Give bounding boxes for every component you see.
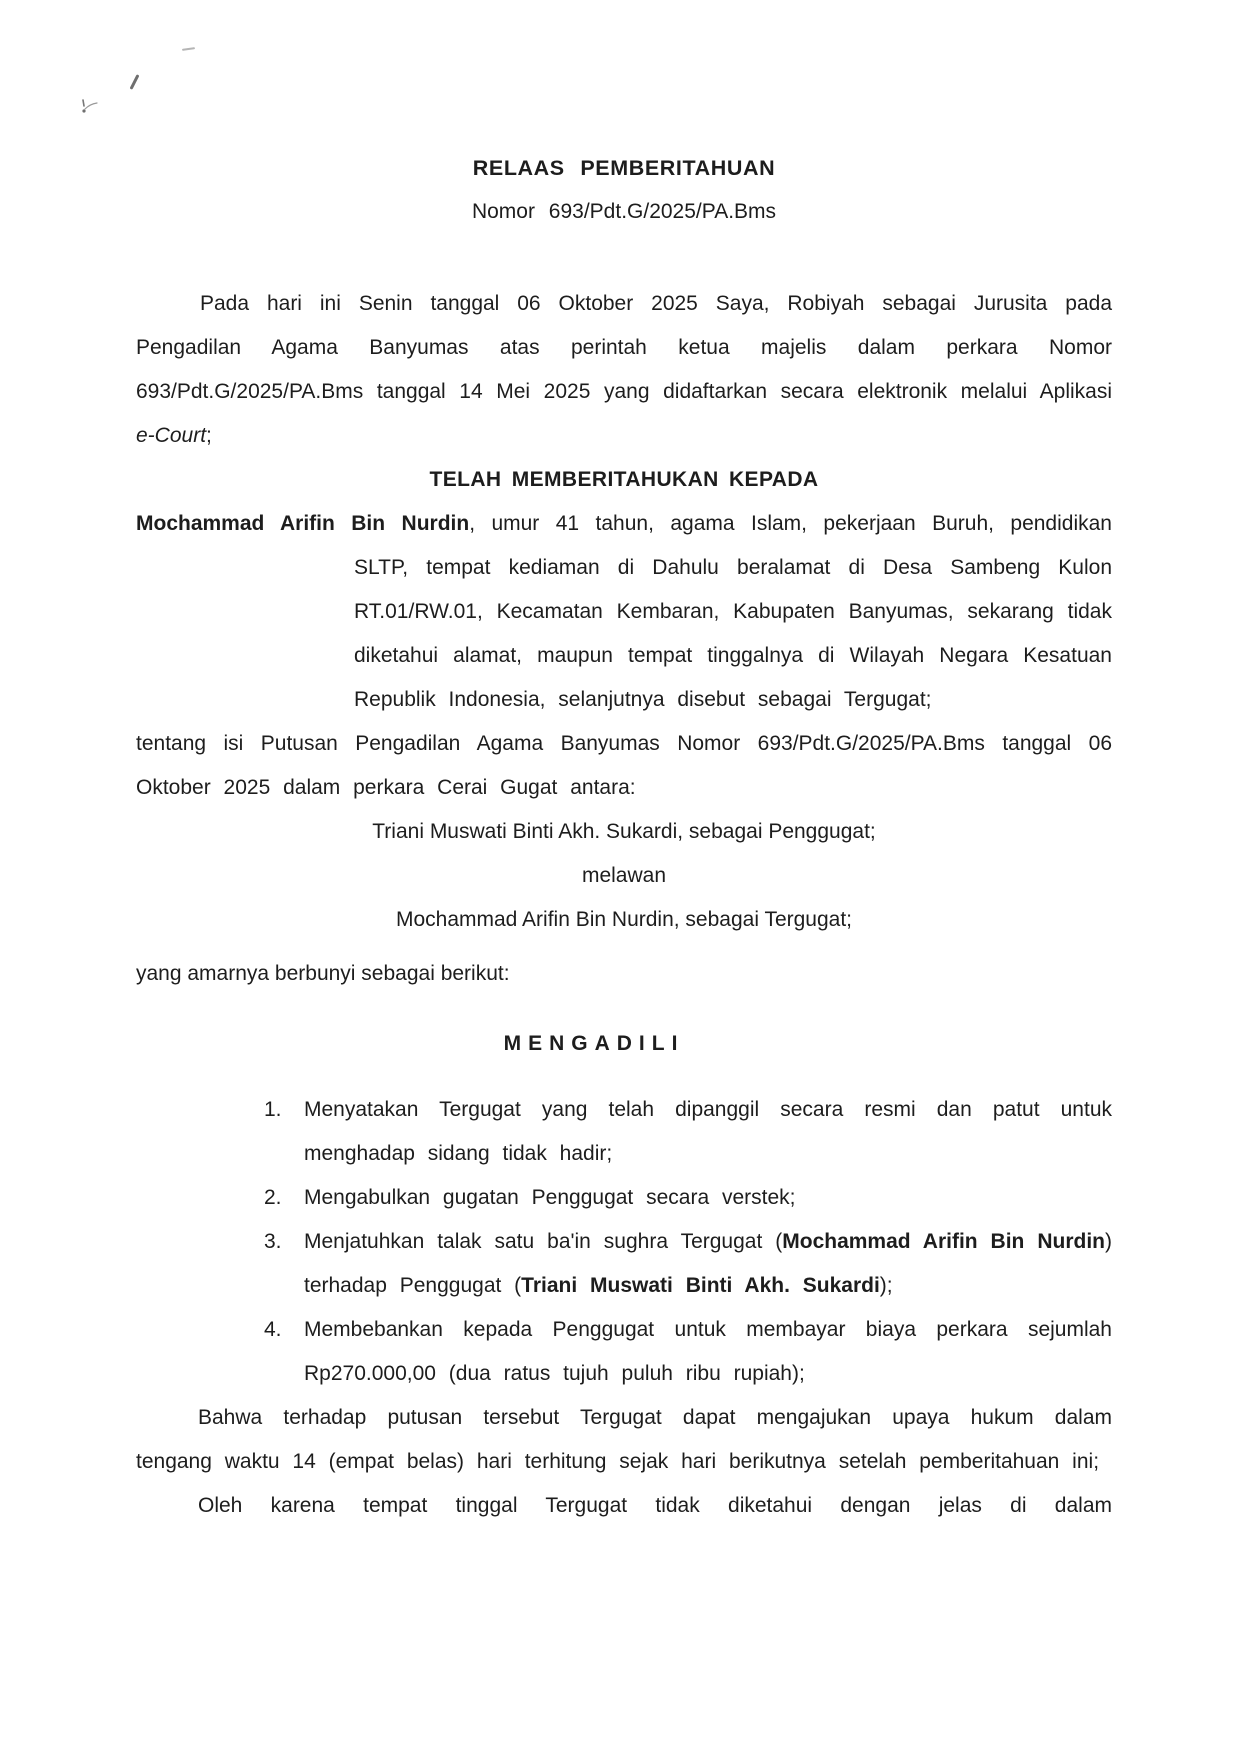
ruling-text: [304, 1308, 1112, 1396]
amar-intro: yang amarnya berbunyi sebagai berikut:: [136, 962, 510, 985]
ruling-segment: ) terhadap Penggugat (: [304, 1230, 1112, 1297]
closing-paragraph-2: Oleh karena tempat tinggal Tergugat tidak diketahui dengan jelas di dalam: [198, 1494, 1112, 1517]
ruling-segment: );: [879, 1274, 893, 1297]
ruling-segment: Menyatakan Tergugat yang telah dipanggil secara resmi dan patut untuk menghadap sidang tidak hadir;: [304, 1098, 1112, 1165]
pen-scribble-icon: [80, 94, 106, 114]
ruling-segment: Membebankan kepada Penggugat untuk membayar biaya perkara sejumlah Rp270.000,00 (dua ratus tujuh puluh ribu rupiah);: [304, 1318, 1112, 1385]
opening-paragraph: [136, 282, 1112, 458]
ruling-segment-bold: Triani Muswati Binti Akh. Sukardi: [521, 1274, 880, 1297]
pen-mark-icon: [130, 74, 140, 90]
document-body: [136, 146, 1112, 1528]
ruling-segment: Menjatuhkan talak satu ba'in sughra Tergugat (: [304, 1230, 783, 1253]
ruling-item: [264, 1220, 1112, 1308]
ruling-segment: Mengabulkan gugatan Penggugat secara verstek;: [304, 1186, 796, 1209]
rulings-list: [264, 1088, 1112, 1396]
ruling-item: [264, 1308, 1112, 1396]
party-paragraph: [136, 502, 1112, 722]
ruling-text: [304, 1220, 1112, 1308]
ruling-number: 4.: [264, 1318, 282, 1341]
defendant-line: Mochammad Arifin Bin Nurdin, sebagai Tergugat;: [395, 908, 853, 931]
document-title: RELAAS PEMBERITAHUAN: [472, 156, 776, 180]
subject-paragraph: tentang isi Putusan Pengadilan Agama Banyumas Nomor 693/Pdt.G/2025/PA.Bms tanggal 06 Oktober 2025 dalam perkara Cerai Gugat antara:: [136, 732, 1112, 799]
ecourt-app-name: e-Court: [136, 424, 207, 447]
opening-text: Pada hari ini Senin tanggal 06 Oktober 2025 Saya, Robiyah sebagai Jurusita pada Pengadilan Agama Banyumas atas perintah ketua majelis dalam perkara Nomor 693/Pdt.G/2025/PA.Bms tanggal 14 Mei 2025 yang didaftarkan secara elektronik melalui Aplikasi: [136, 292, 1112, 403]
verdict-heading: MENGADILI: [503, 1032, 685, 1055]
ruling-number: 2.: [264, 1186, 282, 1209]
plaintiff-line: Triani Muswati Binti Akh. Sukardi, sebagai Penggugat;: [372, 820, 876, 843]
ruling-number: 3.: [264, 1230, 282, 1253]
ruling-text: [304, 1176, 1112, 1220]
case-number: Nomor 693/Pdt.G/2025/PA.Bms: [471, 200, 777, 223]
ruling-text: [304, 1088, 1112, 1176]
ruling-number: 1.: [264, 1098, 282, 1121]
ruling-segment-bold: Mochammad Arifin Bin Nurdin: [782, 1230, 1105, 1253]
notify-heading: TELAH MEMBERITAHUKAN KEPADA: [429, 468, 819, 491]
opening-tail: ;: [206, 424, 212, 447]
versus-line: melawan: [581, 864, 667, 887]
ruling-item: [264, 1088, 1112, 1176]
ruling-item: [264, 1176, 1112, 1220]
defendant-name: Mochammad Arifin Bin Nurdin: [136, 512, 470, 535]
defendant-details: , umur 41 tahun, agama Islam, pekerjaan Buruh, pendidikan SLTP, tempat kediaman di Dahulu beralamat di Desa Sambeng Kulon RT.01/RW.01, Kecamatan Kembaran, Kabupaten Banyumas, sekarang tidak diketahui alamat, maupun tempat tinggalnya di Wilayah Negara Kesatuan Republik Indonesia, selanjutnya disebut sebagai Tergugat;: [354, 512, 1112, 711]
pen-mark-icon: [182, 47, 195, 51]
closing-paragraph-1: Bahwa terhadap putusan tersebut Tergugat dapat mengajukan upaya hukum dalam tengang waktu 14 (empat belas) hari terhitung sejak hari berikutnya setelah pemberitahuan ini;: [136, 1406, 1112, 1473]
